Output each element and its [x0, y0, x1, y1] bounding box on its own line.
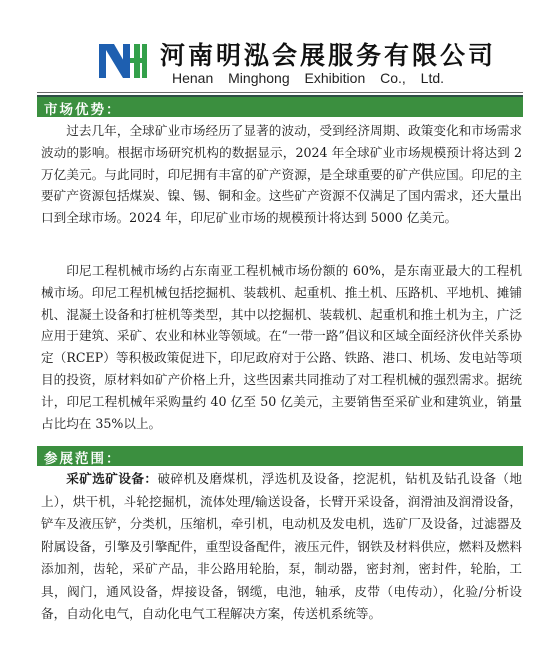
company-name-cn: 河南明泓会展服务有限公司 — [160, 41, 497, 70]
market-section-bar — [37, 97, 523, 117]
scope-section-title: 参展范围： — [44, 451, 122, 467]
scope-items-text: 破碎机及磨煤机，浮选机及设备，挖泥机，钻机及钻孔设备（地上），烘干机，斗轮挖掘机，流体处理/输送设备，长臂开采设备，润滑油及润滑设备，铲车及液压铲，分类机，压缩机，牵引机，电动机及发电机，选矿厂及设备，过滤器及附属设备，引擎及引擎配件，重型设备配件，液压元件，钢铁及材料供应，燃料及燃料添加剂，齿轮，采矿产品，非公路用轮胎，泵，制动器，密封剂，密封件，轮胎，工具，阀门，通风设备，焊接设备，钢缆，电池，轴承，皮带（电传动），化验/分析设备，自动化电气，自动化电气工程解决方案，传送机系统等。 — [41, 471, 523, 621]
scope-category-label: 采矿选矿设备： — [66, 471, 158, 486]
header-divider-thin — [37, 92, 523, 93]
scope-section-bar — [37, 446, 523, 466]
page-header — [0, 0, 554, 100]
scope-paragraph — [41, 468, 522, 626]
company-logo-icon — [99, 40, 147, 80]
market-section-title: 市场优势： — [44, 102, 122, 118]
company-name-en: Henan Minghong Exhibition Co., Ltd. — [172, 70, 445, 86]
market-paragraph-2: 印尼工程机械市场约占东南亚工程机械市场份额的 60%，是东南亚最大的工程机械市场。印尼工程机械包括挖掘机、装载机、起重机、推土机、压路机、平地机、摊铺机、混凝土设备和打桩机等类型，其中以挖掘机、装载机、起重机和推土机为主，广泛应用于建筑、采矿、农业和林业等领域。在“一带一路”倡议和区域全面经济伙伴关系协定（RCEP）等积极政策促进下，印尼政府对于公路、铁路、港口、机场、发电站等项目的投资，原材料如矿产价格上升，这些因素共同推动了对工程机械的强烈需求。据统计，印尼工程机械年采购量约 40 亿至 50 亿美元，主要销售至采矿业和建筑业，销量占比均在 35%以上。 — [41, 263, 522, 431]
market-paragraph-1: 过去几年，全球矿业市场经历了显著的波动，受到经济周期、政策变化和市场需求波动的影响。根据市场研究机构的数据显示，2024 年全球矿业市场规模预计将达到 2 万亿美元。与此同时，印尼拥有丰富的矿产资源，是全球重要的矿产供应国。印尼的主要矿产资源包括煤炭、镍、锡、铜和金。这些矿产资源不仅满足了国内需求，还大量出口到全球市场。2024 年，印尼矿业市场的规模预计将达到 5000 亿美元。 — [41, 123, 522, 226]
